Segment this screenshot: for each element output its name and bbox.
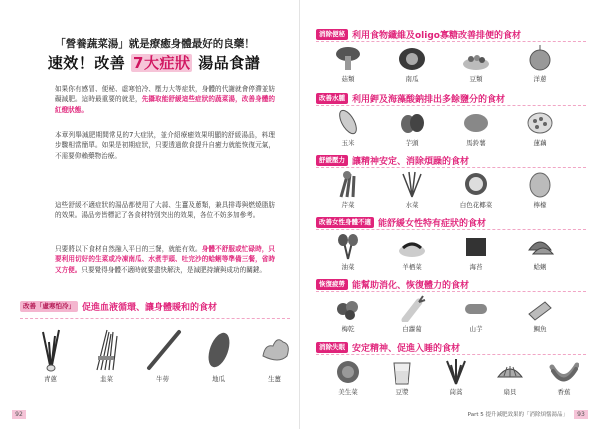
potato-icon [461,108,491,136]
lemon-icon [525,170,555,198]
food-label: 牛蒡 [156,375,169,383]
food-label: 南瓜 [405,75,419,83]
food-item [452,232,500,271]
food-item [388,44,436,83]
food-label: 韭菜 [100,375,113,383]
food-label: 洋蔥 [533,75,547,83]
food-label: 青蔥 [44,375,57,383]
divider [316,105,586,106]
food-item [452,170,500,209]
food-label: 梅乾 [341,325,355,333]
food-item [388,294,436,333]
paragraph-1-highlight: 先攝取能舒緩這些症狀的蔬菜湯，改善身體的紅燈狀態。 [55,95,276,114]
section-title: 安定精神、促進入睡的食材 [352,344,461,354]
food-label: 蓮藕 [533,139,547,147]
section-edema [316,92,505,105]
food-label: 茼蒿 [449,388,463,396]
food-item [540,357,588,396]
food-item [452,44,500,83]
lettuce-icon [333,357,363,385]
hijiki-icon [397,232,427,260]
divider [316,167,586,168]
food-item [388,170,436,209]
food-item [432,357,480,396]
divider [316,229,586,230]
food-row-women [324,232,564,271]
food-label: 鯛魚 [533,325,547,333]
food-item [516,108,564,147]
food-row-fatigue [324,294,564,333]
food-item [388,232,436,271]
burdock-icon [143,326,183,372]
food-item [516,232,564,271]
food-item [28,326,73,383]
section-insomnia [316,341,460,354]
paragraph-4-text: 只要將以下食材自然融入平日的三餐，就能有效。 [55,245,202,253]
corn-icon [333,108,363,136]
food-row-edema [324,108,564,147]
sweet-potato-icon [199,326,239,372]
page-number: 92 [12,410,26,419]
paragraph-4 [55,244,275,275]
title-post: 湯品食譜 [198,54,261,72]
sea-bream-icon [525,294,555,322]
food-label: 水菜 [405,201,419,209]
food-row-insomnia [324,357,588,396]
ginger-icon [255,326,295,372]
section-tag: 改善「虛寒怕冷」 [20,301,78,312]
page-number: 93 [574,410,588,419]
food-item [140,326,185,383]
section-title: 利用食物纖維及oligo寡糖改善排便的食材 [352,31,521,41]
food-label: 美生菜 [338,388,358,396]
food-label: 玉米 [341,139,355,147]
food-label: 羊栖菜 [402,263,422,271]
food-label: 山芋 [469,325,483,333]
food-item [378,357,426,396]
section-title: 促進血液循環、讓身體暖和的食材 [82,303,218,313]
soy-milk-icon [387,357,417,385]
section-constipation [316,28,521,41]
title-highlight: 7大症狀 [133,54,191,72]
food-label: 地瓜 [212,375,225,383]
food-item [324,108,372,147]
food-label: 馬鈴薯 [466,139,486,147]
food-item [324,170,372,209]
food-item [516,44,564,83]
page-title [44,52,264,73]
chive-icon [87,326,127,372]
onion-icon [525,44,555,72]
food-item [516,170,564,209]
section-title: 利用鉀及海藻酸鈉排出多餘鹽分的食材 [352,95,506,105]
section-tag: 改善水腫 [316,93,348,104]
food-item [252,326,297,383]
paragraph-1 [55,84,275,115]
food-item [324,44,372,83]
right-page [300,0,600,429]
crown-daisy-icon [441,357,471,385]
section-tag: 舒緩壓力 [316,155,348,166]
divider [20,318,290,319]
section-tag: 消除失眠 [316,342,348,353]
food-label: 芹菜 [341,201,355,209]
food-item [196,326,241,383]
paragraph-4-highlight: 身體不舒服或忙碌時，只要利用切好的生菜或冷凍南瓜、水煮芋頭、吐完沙的蛤蜊等準備三餐，省時又方便。 [55,245,276,274]
banana-icon [549,357,579,385]
paragraph-4-end: 只要覺得身體不適時就要盡快解決，是減肥持續與成功的關鍵。 [81,265,266,274]
section-tag: 恢復疲勞 [316,279,348,290]
paragraph-1-text: 如果你有感冒、便秘、虛寒怕冷、壓力大等症狀，身體的代謝就會停滯並妨礙減肥。這時最重要的就是， [55,85,275,104]
divider [316,291,586,292]
food-item [324,357,372,396]
food-item [84,326,129,383]
umeboshi-icon [333,294,363,322]
paragraph-2: 本章列舉減肥期間常見的7大症狀，並介紹療癒效果明顯的舒緩湯品，料理步驟相當簡單。如果是初期症狀，只要透過飲食提升自癒力就能恢復元氣，不需要仰賴藥物治療。 [55,131,275,160]
food-label: 菇類 [341,75,355,83]
food-row-cold [28,326,297,383]
yam-icon [461,294,491,322]
food-item [486,357,534,396]
food-label: 白蘿蔔 [402,325,422,333]
food-item [516,294,564,333]
clam-icon [525,232,555,260]
beans-icon [461,44,491,72]
mushroom-icon [333,44,363,72]
section-tag: 消除便秘 [316,29,348,40]
paragraph-3: 這些舒緩不適症狀的湯品都使用了大蒜、生薑及蔥類，兼具排毒與燃燒脂肪的效果。湯品旁皆標記了各食材特別突出的效果，各位不妨多加參考。 [55,201,275,220]
footer-note: Part 5 提升減肥效果的「消除煩惱湯品」 [467,412,568,418]
food-label: 香蕉 [557,388,571,396]
food-label: 芋頭 [405,139,419,147]
food-item [324,294,372,333]
food-label: 檸檬 [533,201,547,209]
lotus-root-icon [525,108,555,136]
food-label: 白色花椰菜 [459,201,493,209]
food-item [452,108,500,147]
cauliflower-icon [461,170,491,198]
food-item [388,108,436,147]
seaweed-icon [461,232,491,260]
section-title: 讓精神安定、消除煩躁的食材 [352,157,470,167]
taro-icon [397,108,427,136]
section-women [316,216,486,229]
divider [316,354,586,355]
food-row-stress [324,170,564,209]
section-title: 能舒緩女性特有症狀的食材 [378,219,487,229]
section-stress [316,154,469,167]
food-label: 豆類 [469,75,483,83]
food-label: 生薑 [268,375,281,383]
pumpkin-icon [397,44,427,72]
food-label: 扇貝 [503,388,517,396]
daikon-icon [397,294,427,322]
scallion-icon [31,326,71,372]
divider [316,41,586,42]
mizuna-icon [397,170,427,198]
section-cold [20,300,217,313]
food-row-constipation [324,44,564,83]
title-pre: 速效！改善 [47,54,126,72]
food-label: 海苔 [469,263,483,271]
scallop-icon [495,357,525,385]
food-label: 油菜 [341,263,355,271]
food-item [324,232,372,271]
food-label: 豆漿 [395,388,409,396]
celery-icon [333,170,363,198]
food-item [452,294,500,333]
food-label: 蛤蜊 [533,263,547,271]
rapeseed-icon [333,232,363,260]
section-title: 能幫助消化、恢復體力的食材 [352,281,470,291]
intro-line: 「營養蔬菜湯」就是療癒身體最好的良藥！ [55,38,255,50]
section-tag: 改善女性身體不適 [316,217,374,228]
section-fatigue [316,278,469,291]
